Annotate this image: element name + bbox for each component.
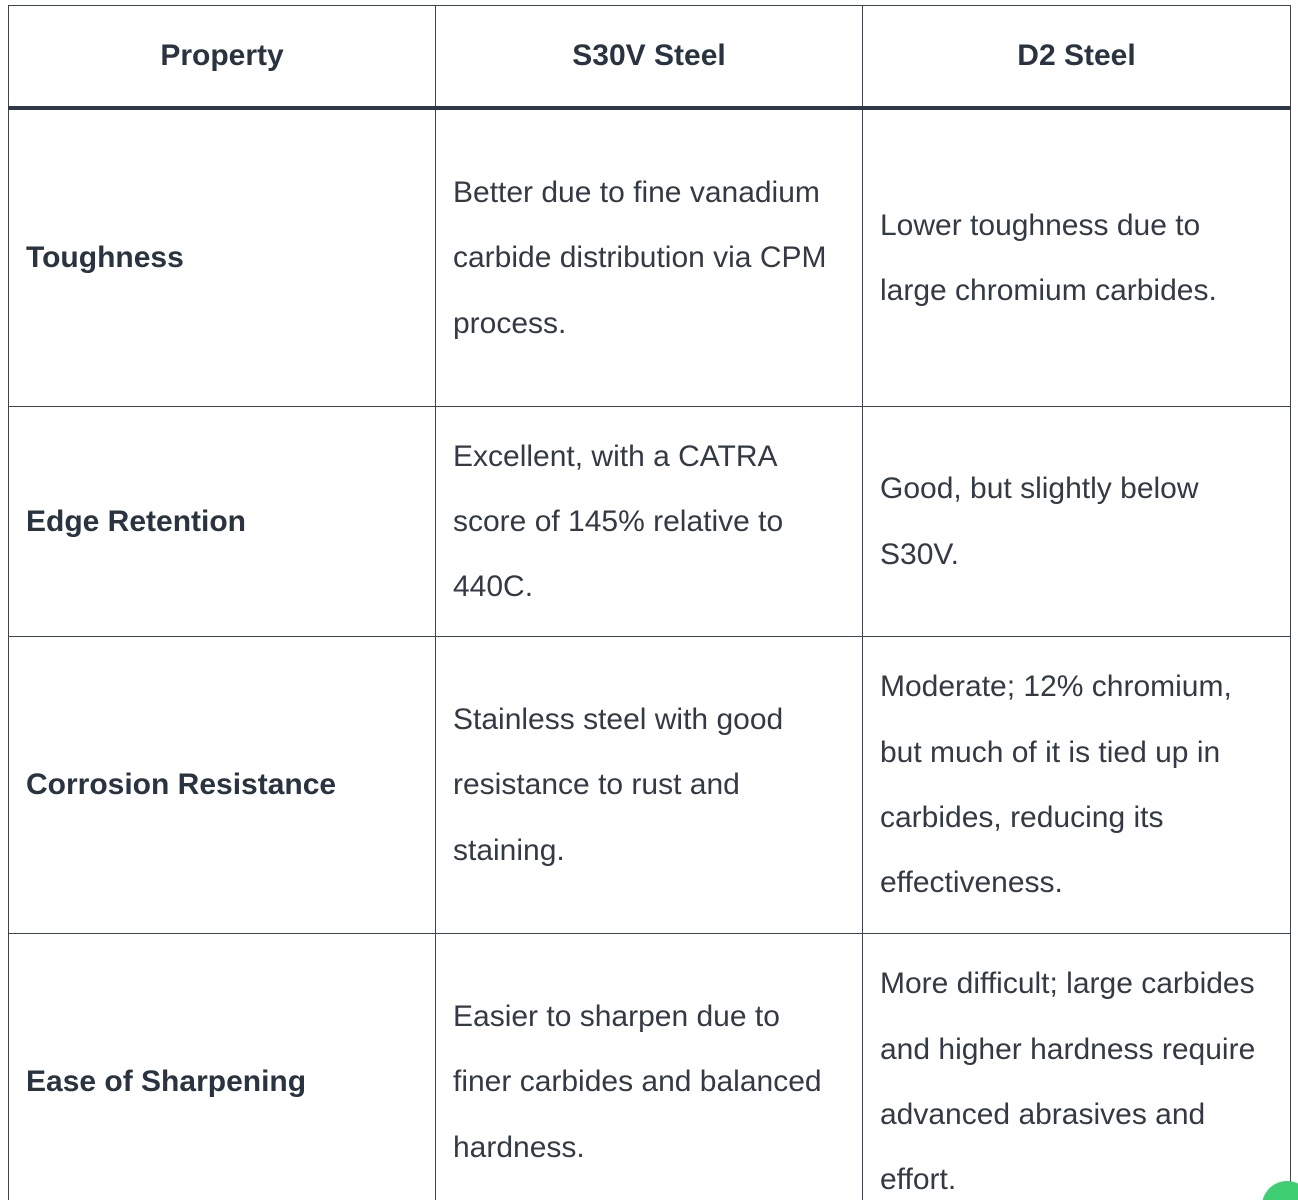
row-property-label: Edge Retention [9,407,436,637]
s30v-cell: Stainless steel with good resistance to rust and staining. [436,637,863,934]
s30v-cell: Easier to sharpen due to finer carbides and balanced hardness. [436,934,863,1200]
row-property-label: Corrosion Resistance [9,637,436,934]
d2-cell: Good, but slightly below S30V. [863,407,1291,637]
header-property: Property [9,6,436,109]
s30v-cell: Excellent, with a CATRA score of 145% relative to 440C. [436,407,863,637]
row-property-label: Toughness [9,108,436,407]
d2-cell: Lower toughness due to large chromium carbides. [863,108,1291,407]
table-row [9,108,1291,407]
header-d2-steel: D2 Steel [863,6,1291,109]
table-row [9,934,1291,1200]
table-row [9,637,1291,934]
header-s30v-steel: S30V Steel [436,6,863,109]
row-property-label: Ease of Sharpening [9,934,436,1200]
d2-cell: Moderate; 12% chromium, but much of it is tied up in carbides, reducing its effectiveness. [863,637,1291,934]
s30v-cell: Better due to fine vanadium carbide distribution via CPM process. [436,108,863,407]
table-header-row [9,6,1291,109]
table-row [9,407,1291,637]
d2-cell: More difficult; large carbides and higher hardness require advanced abrasives and effort. [863,934,1291,1200]
comparison-table [8,5,1291,1200]
